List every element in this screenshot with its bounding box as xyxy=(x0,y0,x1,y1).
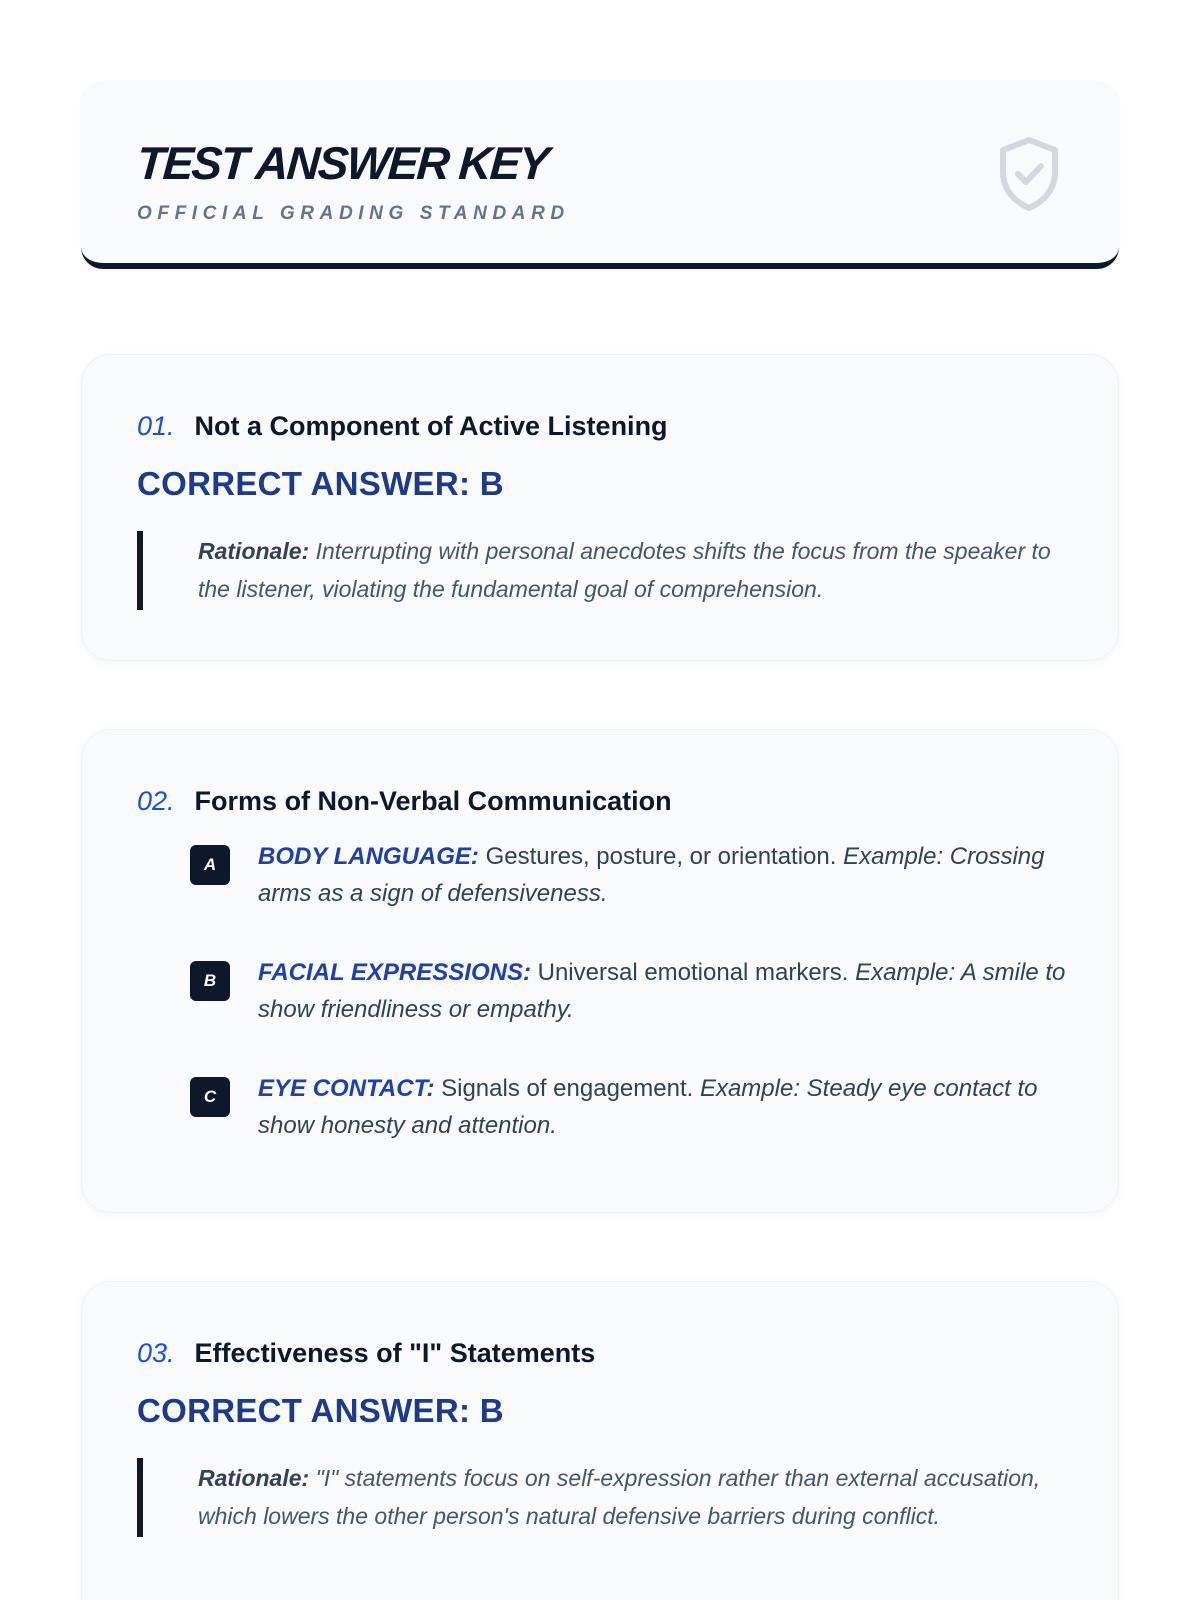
question-heading xyxy=(137,1338,595,1369)
header-card xyxy=(81,81,1119,269)
list-item-text xyxy=(258,1070,1070,1144)
question-card-2 xyxy=(81,729,1119,1213)
question-title: Forms of Non-Verbal Communication xyxy=(194,786,672,816)
term-label: BODY LANGUAGE: xyxy=(258,843,479,870)
question-number: 03. xyxy=(137,1338,175,1368)
list-item-text xyxy=(258,838,1070,912)
nonverbal-list xyxy=(190,838,1070,1186)
rationale-label: Rationale: xyxy=(198,1465,310,1491)
question-heading xyxy=(137,411,668,442)
list-item xyxy=(190,1070,1070,1186)
rationale-text: Interrupting with personal anecdotes shifts the focus from the speaker to the listener, violating the fundamental goal of comprehension. xyxy=(198,538,1051,602)
term-description: Universal emotional markers. xyxy=(530,959,856,986)
term-description: Signals of engagement. xyxy=(434,1075,700,1102)
question-number: 01. xyxy=(137,411,175,441)
rationale-text: "I" statements focus on self-expression rather than external accusation, which lowers the other person's natural defensive barriers during conflict. xyxy=(198,1465,1041,1529)
term-example: Example: A smile to show friendliness or empathy. xyxy=(258,959,1066,1023)
rationale-label: Rationale: xyxy=(198,538,310,564)
question-number: 02. xyxy=(137,786,175,816)
question-card-1 xyxy=(81,354,1119,661)
list-item xyxy=(190,954,1070,1070)
correct-answer: CORRECT ANSWER: B xyxy=(137,465,504,502)
option-badge: A xyxy=(190,845,230,885)
term-label: EYE CONTACT: xyxy=(258,1075,435,1102)
rationale-block xyxy=(137,531,1057,610)
term-example: Example: Crossing arms as a sign of defensiveness. xyxy=(258,843,1045,907)
list-item-text xyxy=(258,954,1070,1028)
correct-answer: CORRECT ANSWER: B xyxy=(137,1392,504,1429)
question-card-3 xyxy=(81,1281,1119,1600)
question-heading xyxy=(137,786,672,817)
option-badge: B xyxy=(190,961,230,1001)
term-label: FACIAL EXPRESSIONS: xyxy=(258,959,531,986)
option-badge: C xyxy=(190,1077,230,1117)
question-title: Not a Component of Active Listening xyxy=(194,411,668,441)
rationale-block xyxy=(137,1458,1057,1537)
term-example: Example: Steady eye contact to show honesty and attention. xyxy=(258,1075,1038,1139)
list-item xyxy=(190,838,1070,954)
question-title: Effectiveness of "I" Statements xyxy=(194,1338,596,1368)
shield-check-icon xyxy=(997,136,1061,212)
page-title: TEST ANSWER KEY xyxy=(135,137,550,189)
page-subtitle: OFFICIAL GRADING STANDARD xyxy=(137,203,570,224)
term-description: Gestures, posture, or orientation. xyxy=(478,843,844,870)
